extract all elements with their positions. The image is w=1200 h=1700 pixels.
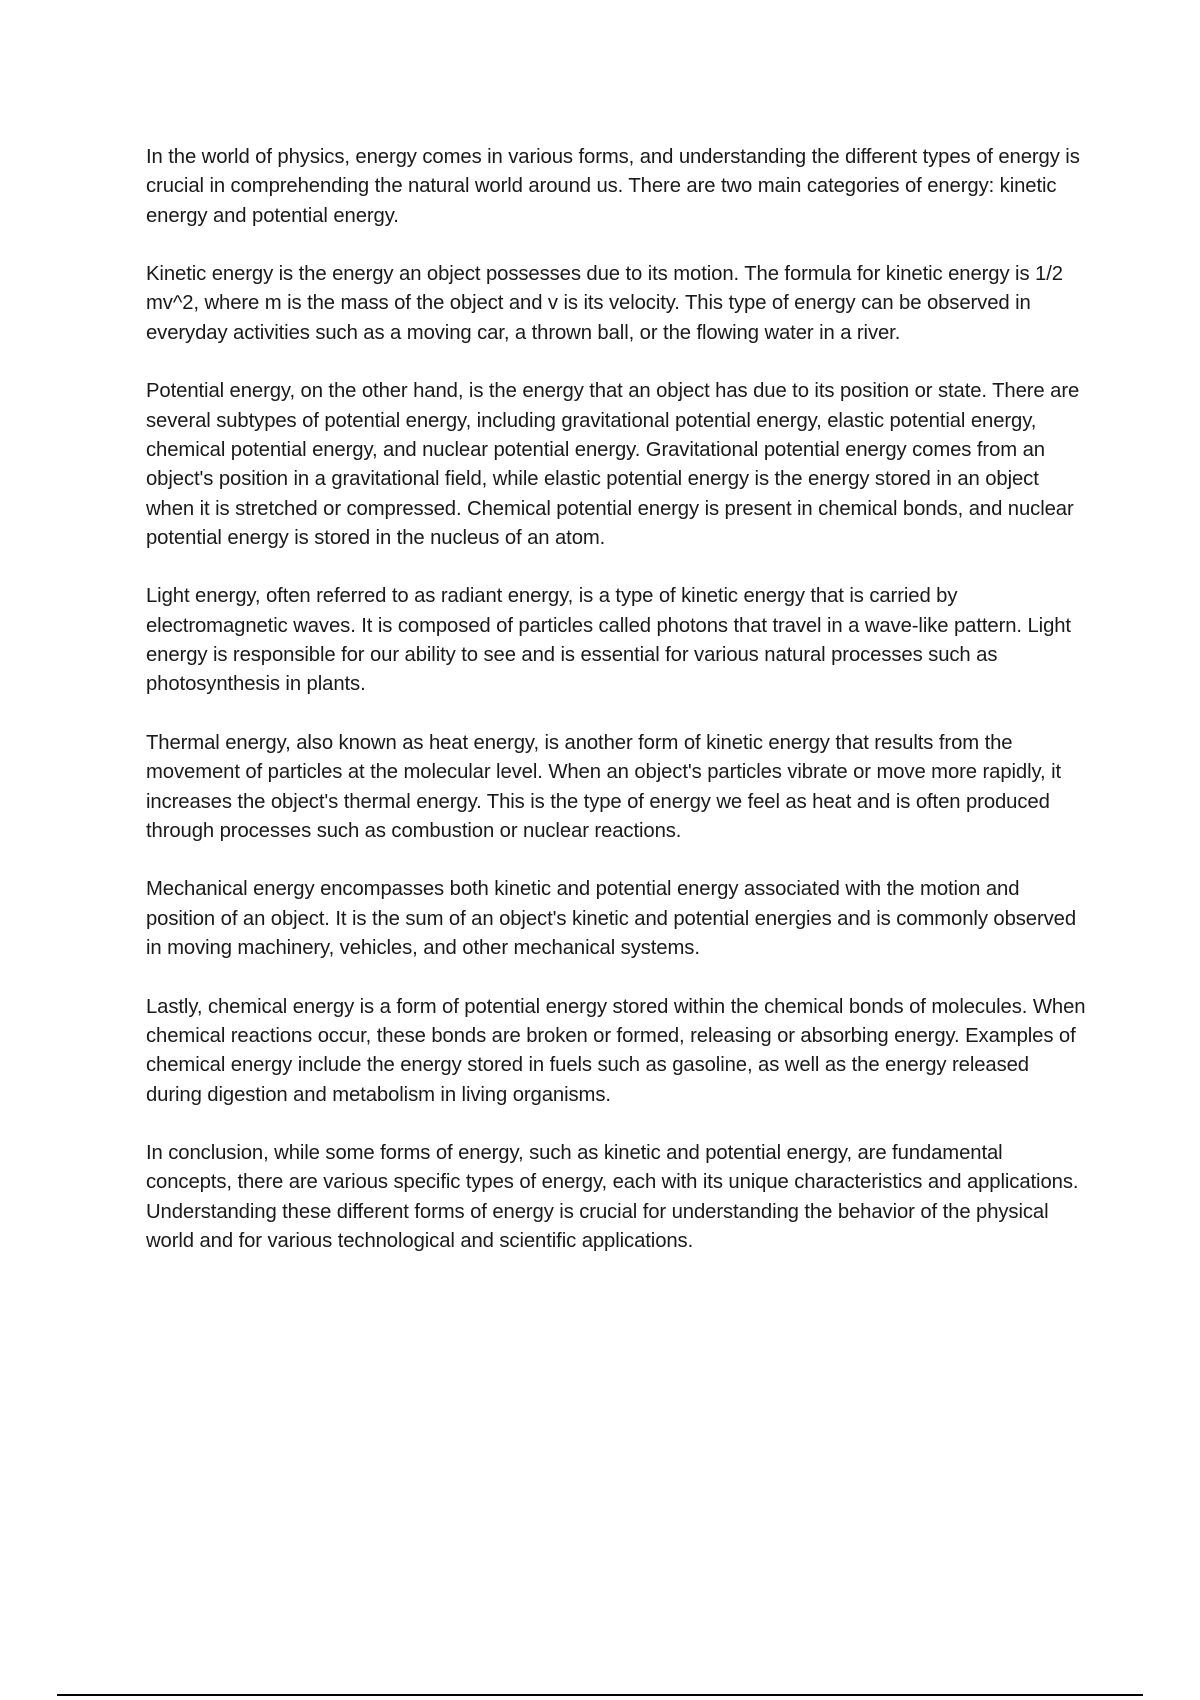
paragraph-mechanical-energy: Mechanical energy encompasses both kinetic and potential energy associated with the motion and position of an object. It is the sum of an object's kinetic and potential energies and is commonly observed in moving machinery, vehicles, and other mechanical systems.: [146, 878, 1077, 960]
paragraph-light-energy: Light energy, often referred to as radiant energy, is a type of kinetic energy that is carried by electromagnetic waves. It is composed of particles called photons that travel in a wave-like pattern. Light energy is responsible for our ability to see and is essential for various natural processes such as photosynthesis in plants.: [146, 585, 1071, 696]
paragraph-kinetic-energy: Kinetic energy is the energy an object possesses due to its motion. The formula for kinetic energy is 1/2 mv^2, where m is the mass of the object and v is its velocity. This type of energy can be observed in everyday activities such as a moving car, a thrown ball, or the flowing water in a river.: [146, 263, 1063, 344]
paragraph-thermal-energy: Thermal energy, also known as heat energy, is another form of kinetic energy that results from the movement of particles at the molecular level. When an object's particles vibrate or move more rapidly, it increases the object's thermal energy. This is the type of energy we feel as heat and is often produced through processes such as combustion or nuclear reactions.: [146, 731, 1062, 842]
paragraph-conclusion: In conclusion, while some forms of energy, such as kinetic and potential energy, are fundamental concepts, there are various specific types of energy, each with its unique characteristics and applications. Understanding these different forms of energy is crucial for understanding the behavior of the physical world and for various technological and scientific applications.: [146, 1142, 1079, 1252]
paragraph-intro: In the world of physics, energy comes in various forms, and understanding the different types of energy is crucial in comprehending the natural world around us. There are two main categories of energy: kinetic energy and potential energy.: [146, 146, 1080, 227]
document-body: [146, 143, 1086, 1286]
paragraph-potential-energy: Potential energy, on the other hand, is the energy that an object has due to its position or state. There are several subtypes of potential energy, including gravitational potential energy, elastic potential energy, chemical potential energy, and nuclear potential energy. Gravitational potential energy comes from an object's position in a gravitational field, while elastic potential energy is the energy stored in an object when it is stretched or compressed. Chemical potential energy is present in chemical bonds, and nuclear potential energy is stored in the nucleus of an atom.: [146, 380, 1080, 549]
bottom-divider: [57, 1694, 1143, 1696]
paragraph-chemical-energy: Lastly, chemical energy is a form of potential energy stored within the chemical bonds of molecules. When chemical reactions occur, these bonds are broken or formed, releasing or absorbing energy. Examples of chemical energy include the energy stored in fuels such as gasoline, as well as the energy released during digestion and metabolism in living organisms.: [146, 995, 1086, 1106]
